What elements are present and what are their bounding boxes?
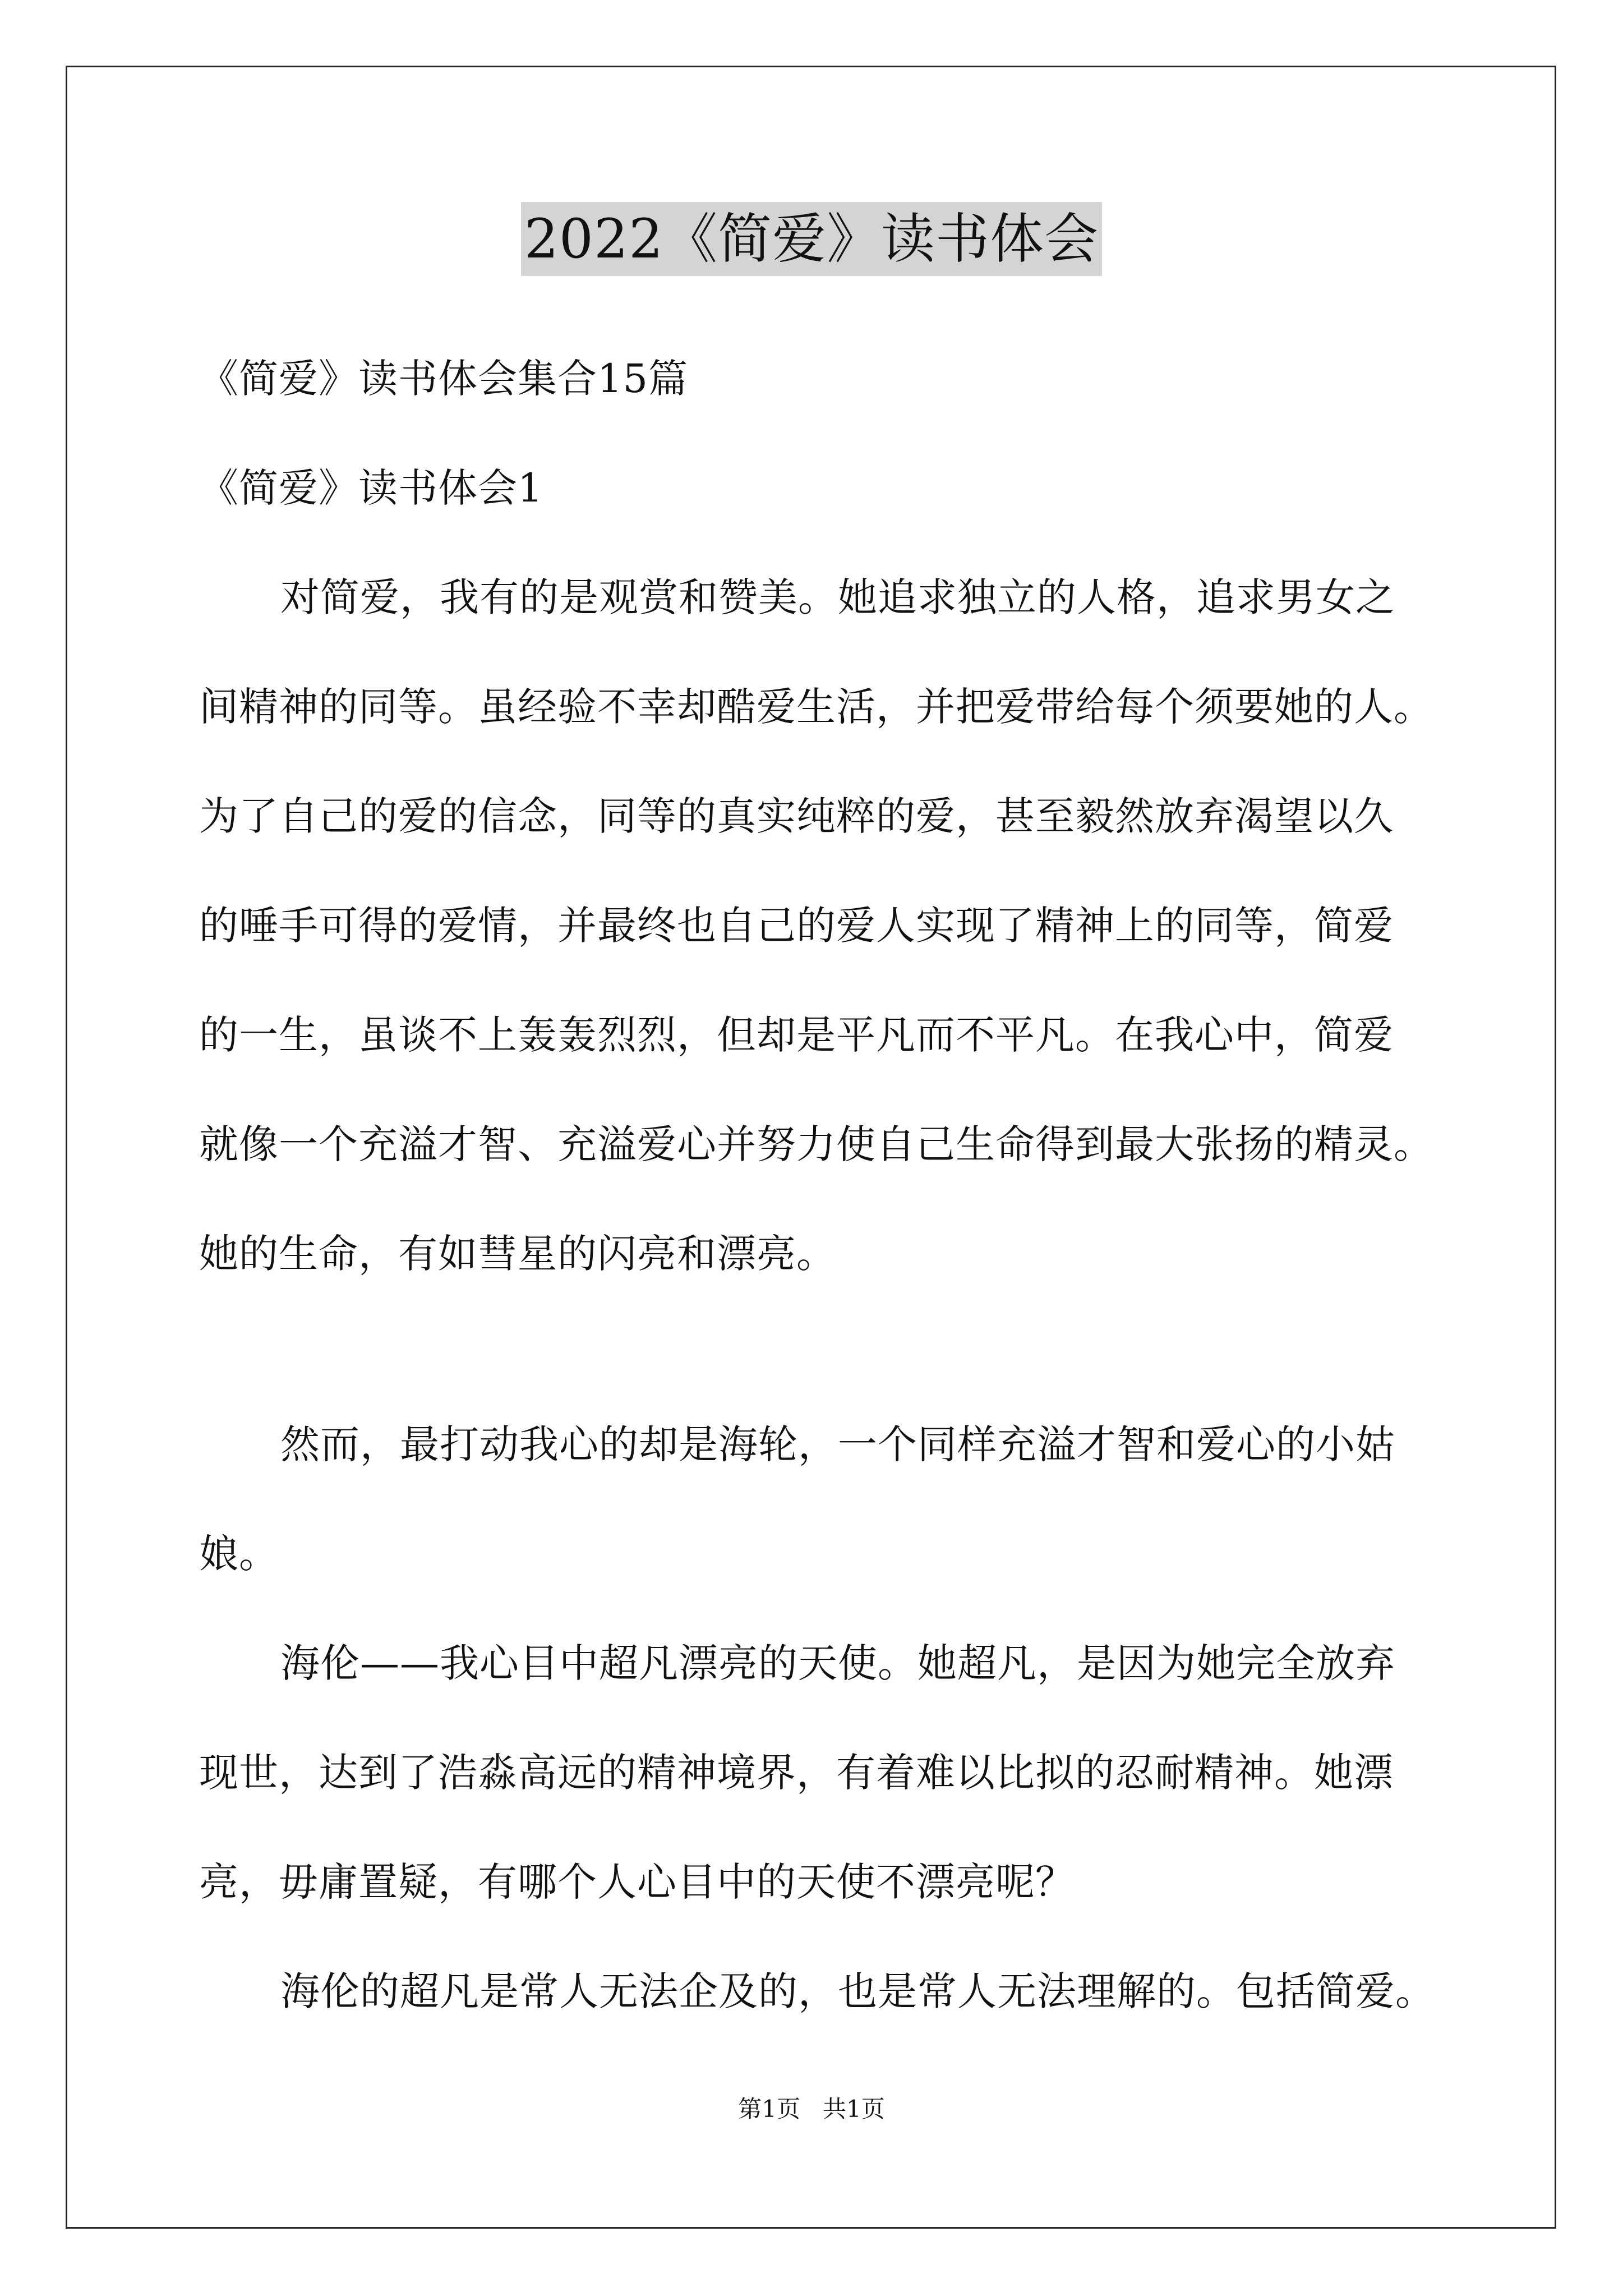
paragraph-line: 她的生命，有如彗星的闪亮和漂亮。 (199, 1231, 836, 1277)
page-footer: 第1页 共1页 (738, 2095, 885, 2123)
paragraph-line: 现世，达到了浩淼高远的精神境界，有着难以比拟的忍耐精神。她漂 (199, 1750, 1394, 1796)
document-title-text: 2022《简爱》读书体会 (521, 202, 1102, 276)
paragraph-line: 的唾手可得的爱情，并最终也自己的爱人实现了精神上的同等，简爱 (199, 903, 1394, 949)
paragraph-line: 间精神的同等。虽经验不幸却酷爱生活，并把爱带给每个须要她的人。 (199, 684, 1433, 730)
paragraph-line: 就像一个充溢才智、充溢爱心并努力使自己生命得到最大张扬的精灵。 (199, 1121, 1433, 1167)
paragraph-line: 对简爱，我有的是观赏和赞美。她追求独立的人格，追求男女之 (280, 574, 1395, 620)
paragraph-line: 亮，毋庸置疑，有哪个人心目中的天使不漂亮呢？ (199, 1859, 1075, 1905)
paragraph-line: 的一生，虽谈不上轰轰烈烈，但却是平凡而不平凡。在我心中，简爱 (199, 1012, 1394, 1058)
paragraph-line: 为了自己的爱的信念，同等的真实纯粹的爱，甚至毅然放弃渴望以久 (199, 793, 1394, 839)
paragraph-line: 娘。 (199, 1531, 279, 1577)
paragraph-line: 海伦的超凡是常人无法企及的，也是常人无法理解的。包括简爱。 (280, 1968, 1435, 2014)
paragraph-line: 然而，最打动我心的却是海轮，一个同样充溢才智和爱心的小姑 (280, 1421, 1395, 1467)
document-subtitle: 《简爱》读书体会集合15篇 (199, 356, 689, 402)
paragraph-line: 海伦——我心目中超凡漂亮的天使。她超凡，是因为她完全放弃 (280, 1640, 1395, 1686)
section-heading: 《简爱》读书体会1 (199, 465, 543, 511)
document-title (0, 202, 1623, 276)
